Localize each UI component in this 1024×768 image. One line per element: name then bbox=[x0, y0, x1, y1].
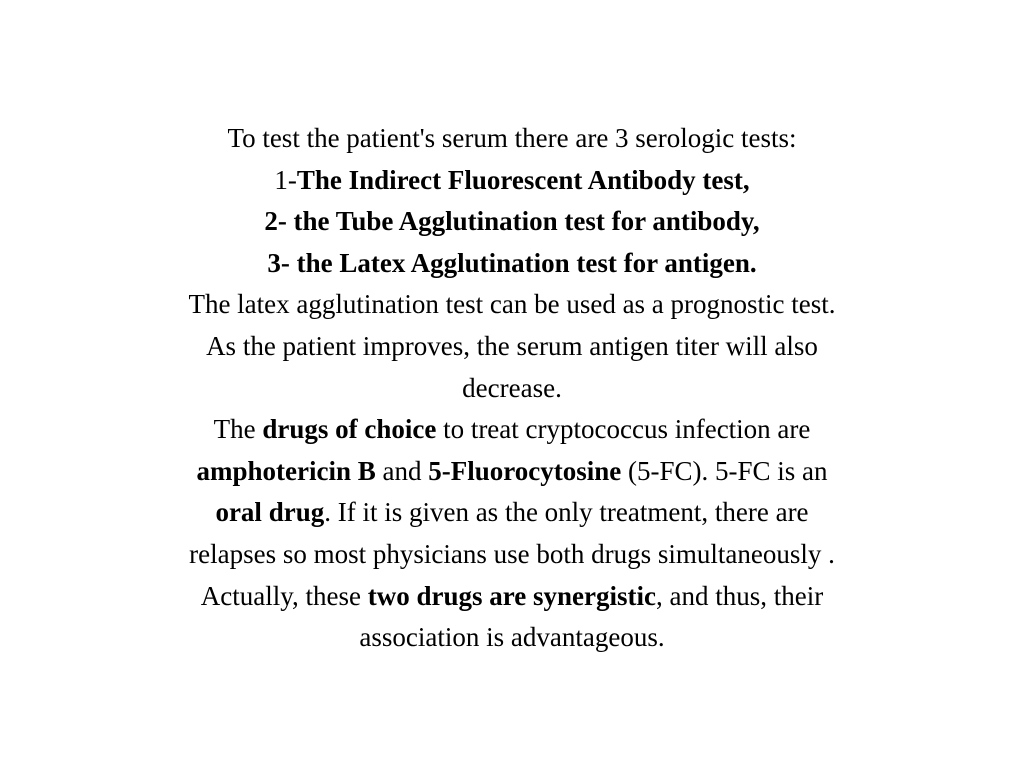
test-2-label: 2- the Tube Agglutination test for antibody, bbox=[264, 206, 760, 237]
drugs-line-5 bbox=[0, 576, 1024, 618]
drugs-text: Actually, these bbox=[200, 580, 368, 611]
drugs-text: and bbox=[375, 455, 429, 486]
test-1-line bbox=[0, 160, 1024, 202]
fluorocytosine-bold: 5-Fluorocytosine bbox=[428, 455, 622, 486]
drugs-of-choice-bold: drugs of choice bbox=[262, 414, 437, 445]
prognostic-line-1: The latex agglutination test can be used as a prognostic test. bbox=[188, 289, 836, 320]
intro-line: To test the patient's serum there are 3 serologic tests: bbox=[227, 123, 797, 153]
drugs-line-1 bbox=[0, 409, 1024, 451]
drugs-text: to treat cryptococcus infection are bbox=[436, 414, 811, 445]
test-3-line bbox=[0, 243, 1024, 285]
test-1-prefix: 1- bbox=[274, 164, 297, 195]
drugs-line-3 bbox=[0, 492, 1024, 534]
drugs-text: (5-FC). 5-FC is an bbox=[621, 455, 828, 486]
drugs-line-6: association is advantageous. bbox=[359, 622, 665, 653]
drugs-line-4: relapses so most physicians use both drugs simultaneously . bbox=[189, 538, 835, 569]
prognostic-line-3: decrease. bbox=[462, 372, 562, 403]
prognostic-line-2: As the patient improves, the serum antigen titer will also bbox=[206, 330, 818, 361]
drugs-text: . If it is given as the only treatment, there are bbox=[324, 497, 809, 528]
oral-drug-bold: oral drug bbox=[215, 497, 325, 528]
drugs-line-2 bbox=[0, 451, 1024, 493]
test-1-label: The Indirect Fluorescent Antibody test, bbox=[296, 164, 750, 195]
test-3-label: 3- the Latex Agglutination test for antigen. bbox=[267, 247, 757, 278]
amphotericin-bold: amphotericin B bbox=[196, 455, 376, 486]
test-2-line bbox=[0, 201, 1024, 243]
slide-text-body bbox=[0, 118, 1024, 659]
drugs-text: , and thus, their bbox=[655, 580, 824, 611]
drugs-text: The bbox=[213, 414, 263, 445]
synergistic-bold: two drugs are synergistic bbox=[367, 580, 656, 611]
